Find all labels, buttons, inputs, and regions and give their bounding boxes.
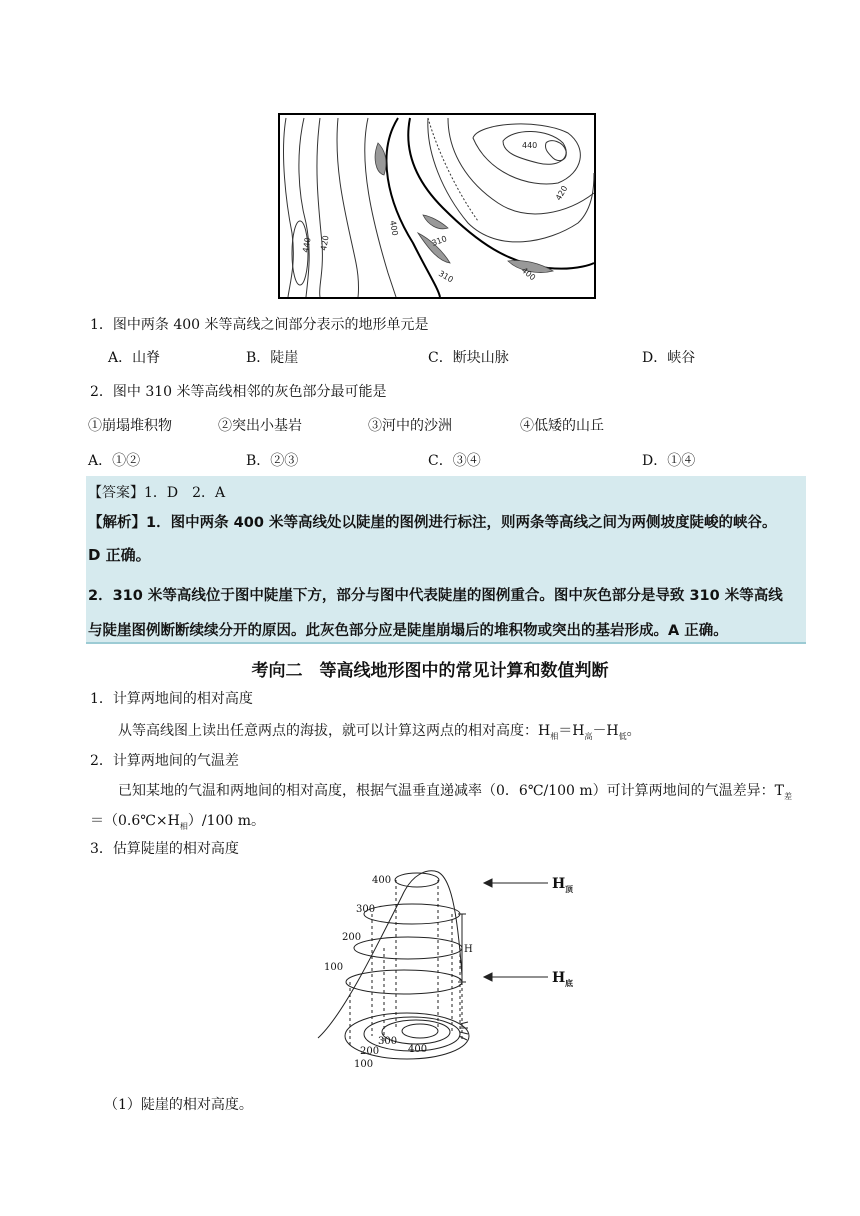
section-item-2-title: 2．计算两地间的气温差 [90,753,239,769]
plan-label-100: 100 [354,1059,374,1070]
q2-item-3: ③河中的沙洲 [368,418,452,434]
contour-label: 310 [430,234,449,248]
q2-option-a: A．①② [88,453,141,469]
plan-label-400: 400 [408,1044,428,1055]
analysis-1-line-a: 【解析】1．图中两条 400 米等高线处以陡崖的图例进行标注，则两条等高线之间为两侧坡度陡峻的峡谷。 [88,515,777,531]
contour-label: 440 [522,141,538,150]
q2-option-b: B．②③ [246,453,299,469]
q2-item-1: ①崩塌堆积物 [88,418,172,434]
contour-label: 400 [388,219,400,237]
q2-item-2: ②突出小基岩 [218,418,302,434]
cliff-height-figure [312,866,602,1076]
section-item-3-sub-1: （1）陡崖的相对高度。 [104,1097,253,1113]
section-item-1-body: 从等高线图上读出任意两点的海拔，就可以计算这两点的相对高度：$H_相=H_高-H_低$。 [118,723,641,741]
h-bottom-label: H [552,970,566,986]
side-label-100: 100 [324,962,344,973]
analysis-2-line-b: 与陡崖图例断断续续分开的原因。此灰色部分应是陡崖崩塌后的堆积物或突出的基岩形成。A 正确。 [88,623,728,639]
q1-option-a: A．山脊 [108,350,161,366]
question-1-stem: 1．图中两条 400 米等高线之间部分表示的地形单元是 [90,317,429,333]
h-top-label: H [552,876,566,892]
contour-map-figure [278,113,596,299]
question-2-stem: 2．图中 310 米等高线相邻的灰色部分最可能是 [90,384,387,400]
q2-item-4: ④低矮的山丘 [520,418,604,434]
analysis-2-line-a: 2．310 米等高线位于图中陡崖下方，部分与图中代表陡崖的图例重合。图中灰色部分是导致 310 米等高线 [88,588,783,604]
q2-option-d: D．①④ [642,453,696,469]
side-label-300: 300 [356,904,376,915]
section-item-2-body-a: 已知某地的气温和两地间的相对高度，根据气温垂直递减率（0．6℃/100 m）可计算两地间的气温差异：$T_差$ [118,783,792,801]
analysis-1-line-b: D 正确。 [88,546,151,564]
section-item-3-title: 3．估算陡崖的相对高度 [90,841,239,857]
plan-label-300: 300 [378,1036,398,1047]
contour-label: 420 [553,184,570,202]
h-top-sub: 顶 [565,884,573,894]
q1-option-b: B．陡崖 [246,350,299,366]
q1-option-d: D．峡谷 [642,350,696,366]
h-mid-label: H [464,944,473,955]
section-item-2-body-b: $=(0.6℃\times H_相)/100$ m。 [90,813,266,831]
side-label-400: 400 [372,875,392,886]
answer-line: 【答案】1．D 2．A [88,485,226,501]
q2-option-c: C．③④ [428,453,481,469]
q1-option-c: C．断块山脉 [428,350,509,366]
side-label-200: 200 [342,932,362,943]
section-heading: 考向二 等高线地形图中的常见计算和数值判断 [251,661,609,681]
section-item-1-title: 1．计算两地间的相对高度 [90,691,253,707]
contour-label: 420 [319,234,331,252]
contour-label: 440 [301,236,313,254]
h-bottom-sub: 底 [565,978,573,988]
contour-label: 400 [519,265,538,283]
contour-label: 310 [437,268,455,285]
plan-label-200: 200 [360,1046,380,1057]
